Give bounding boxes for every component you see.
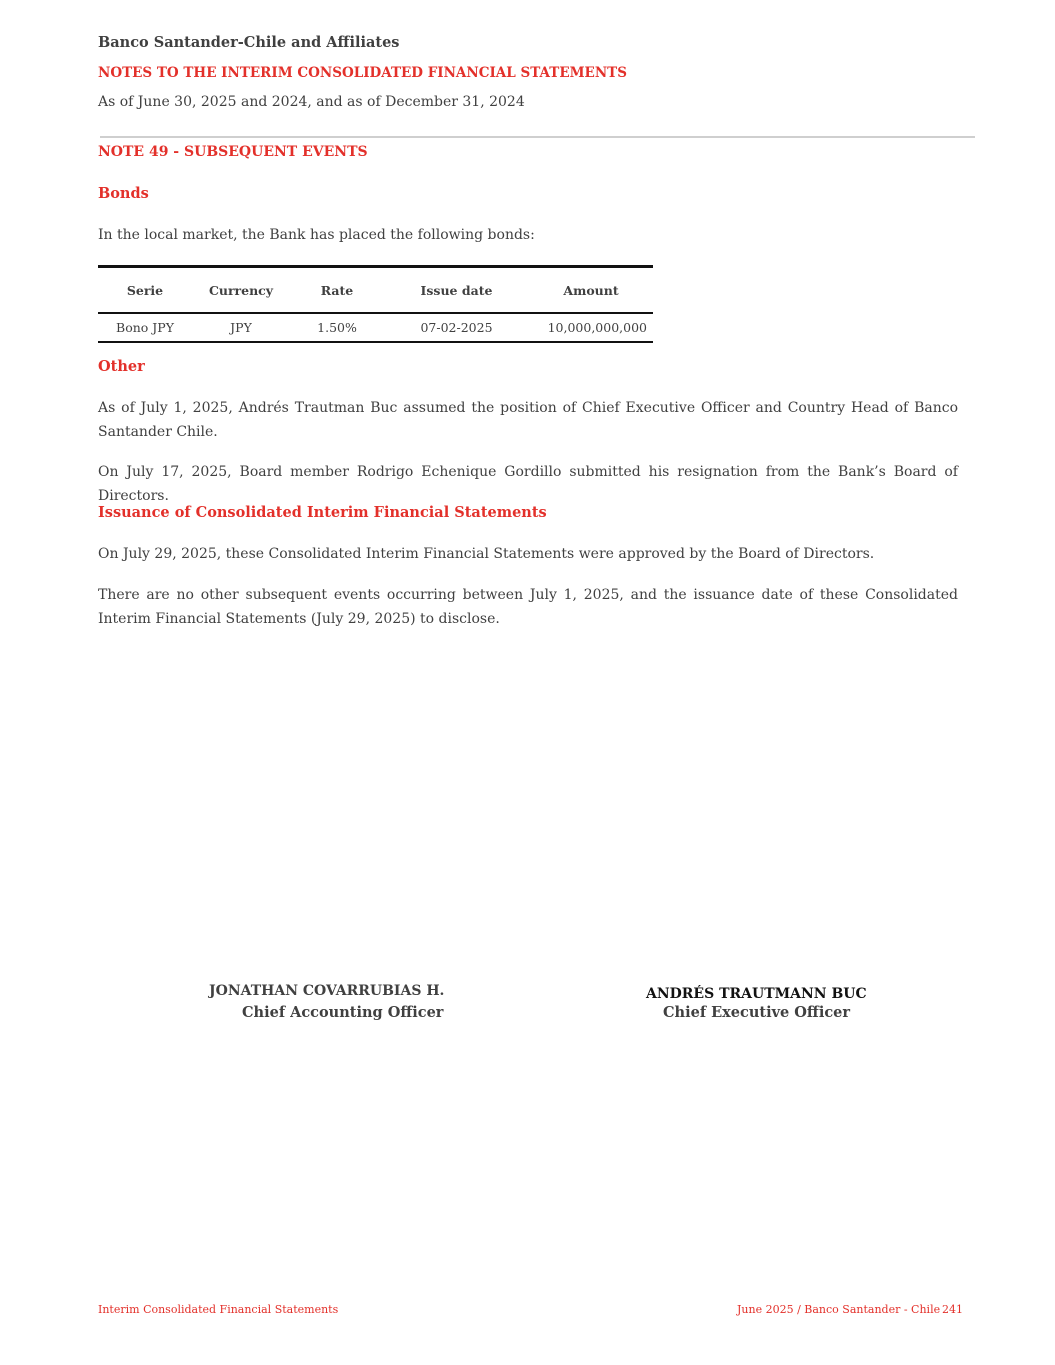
column-header-serie: Serie (98, 267, 192, 314)
signatory-right-title: Chief Executive Officer (663, 1004, 851, 1021)
other-paragraph-ceo: As of July 1, 2025, Andrés Trautman Buc assumed the position of Chief Executive Officer and Country Head of Banco Santander Chile. (98, 400, 958, 440)
signatory-left-name: JONATHAN COVARRUBIAS H. (209, 983, 445, 999)
signatory-left-title: Chief Accounting Officer (242, 1004, 444, 1021)
column-header-issue-date: Issue date (384, 267, 529, 314)
other-paragraph-resignation: On July 17, 2025, Board member Rodrigo Echenique Gordillo submitted his resignation from the Bank’s Board of Directors. (98, 464, 958, 504)
cell-rate: 1.50% (290, 313, 384, 342)
cell-serie: Bono JPY (98, 313, 192, 342)
column-header-currency: Currency (192, 267, 290, 314)
bonds-table (98, 265, 653, 343)
table-header-row (98, 267, 653, 314)
issuance-paragraph-no-events: There are no other subsequent events occurring between July 1, 2025, and the issuance date of these Consolidated Interim Financial Statements (July 29, 2025) to disclose. (98, 587, 958, 627)
header-divider (100, 136, 975, 138)
cell-amount: 10,000,000,000 (529, 313, 653, 342)
company-name: Banco Santander-Chile and Affiliates (98, 34, 400, 51)
footer-document-title: Interim Consolidated Financial Statements (98, 1303, 339, 1316)
issuance-paragraph-approval: On July 29, 2025, these Consolidated Interim Financial Statements were approved by the Board of Directors. (98, 546, 875, 562)
footer-period: June 2025 / Banco Santander - Chile (737, 1303, 941, 1316)
signatory-right-name: ANDRÉS TRAUTMANN BUC (646, 986, 867, 1002)
notes-title: NOTES TO THE INTERIM CONSOLIDATED FINANCIAL STATEMENTS (98, 65, 627, 81)
column-header-rate: Rate (290, 267, 384, 314)
table-row (98, 313, 653, 342)
bonds-heading: Bonds (98, 185, 149, 202)
cell-currency: JPY (192, 313, 290, 342)
note-title: NOTE 49 - SUBSEQUENT EVENTS (98, 144, 368, 160)
other-heading: Other (98, 358, 145, 375)
issuance-heading: Issuance of Consolidated Interim Financial Statements (98, 504, 547, 521)
page-number: 241 (942, 1303, 963, 1316)
column-header-amount: Amount (529, 267, 653, 314)
cell-issue-date: 07-02-2025 (384, 313, 529, 342)
as-of-date: As of June 30, 2025 and 2024, and as of December 31, 2024 (98, 94, 525, 110)
bonds-intro: In the local market, the Bank has placed the following bonds: (98, 227, 535, 243)
